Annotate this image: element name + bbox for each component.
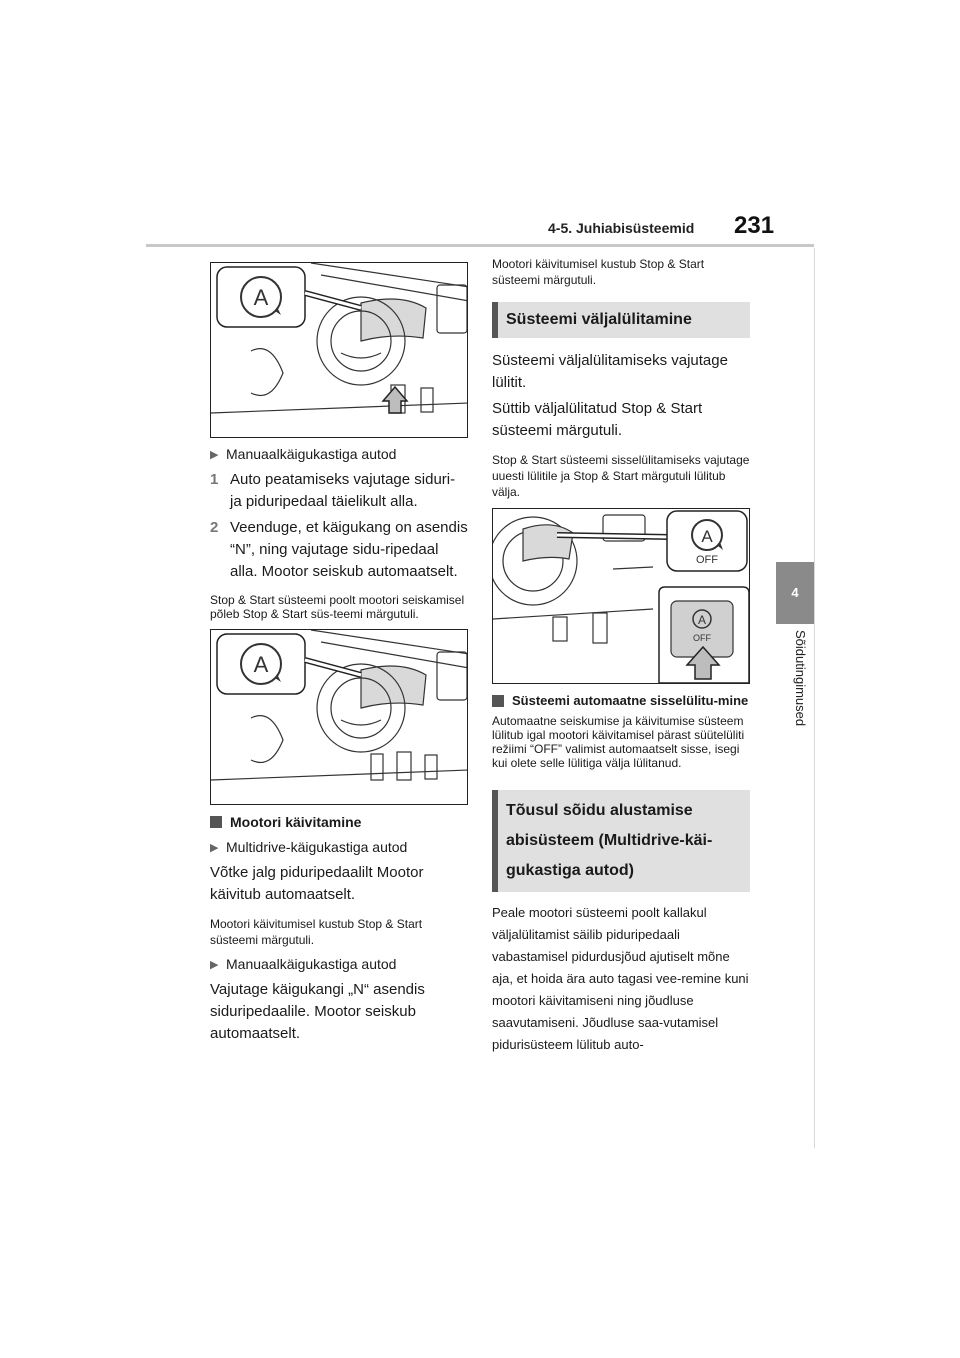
header-divider [146,244,814,247]
section-disable: Süsteemi väljalülitamine [492,302,750,338]
fig3-off-label-1: OFF [696,554,718,566]
multidrive-note: Mootori käivitumisel kustub Stop & Start süsteemi märgutuli. [210,917,423,947]
fig3-off-label-2: OFF [693,633,711,643]
note-stop-start-on: Stop & Start süsteemi poolt mootori seiskamisel põleb Stop & Start süs-teemi märgutuli. [210,593,465,621]
dashboard-illustration-icon [211,630,468,805]
hill-text: Peale mootori süsteemi poolt kallakul väljalülitamist säilib piduripedaali vabastamisel pidurdusjõud ajutiselt mõne aja, et hoida ära auto tagasi vee-remine kuni mootori käivitamiseni ning jõudluse saavutamiseni. Jõudluse saa-vutamisel pidurisüsteem lülitub auto- [492,905,749,1052]
subhead-auto-enable: Süsteemi automaatne sisselülitu-mine [492,692,750,710]
figure-dashboard-manual-1 [210,262,468,438]
top-note: Mootori käivitumisel kustub Stop & Start süsteemi märgutuli. [492,257,705,287]
chapter-label: Sõidutingimused [793,630,808,727]
fig2-letter: A [253,652,269,677]
chapter-tab: 4 [776,562,814,624]
step-1: 1 Auto peatamiseks vajutage siduri- ja piduripedaal täielikult alla. [210,471,456,510]
manual2-text: Vajutage käigukangi „N“ asendis siduripedaalile. Mootor seiskub automaatselt. [210,981,425,1042]
page-header [0,0,960,250]
right-column [492,256,750,1056]
square-bullet-icon [492,695,504,707]
off-switch-illustration-icon [493,509,750,684]
bullet-manual-2: ▶ Manuaalkäigukastiga autod [210,954,468,975]
disable-text-1: Süsteemi väljalülitamiseks vajutage lülitit. [492,352,728,391]
disable-text-2: Süttib väljalülitatud Stop & Start süsteemi märgutuli. [492,400,703,439]
fig1-letter: A [253,285,269,310]
figure-off-switch [492,508,750,684]
disable-note: Stop & Start süsteemi sisselülitamiseks vajutage uuesti lülitile ja Stop & Start märgutuli lülitub välja. [492,453,750,499]
figure-dashboard-manual-2 [210,629,468,805]
triangle-right-icon: ▶ [210,449,219,461]
subhead-engine-start: Mootori käivitamine [210,813,468,831]
step-2: 2 Veenduge, et käigukang on asendis “N”, ning vajutage sidu-ripedaal alla. Mootor seiskub automaatselt. [210,519,468,580]
side-divider [814,248,815,1148]
svg-text:A: A [697,613,707,627]
multidrive-text: Võtke jalg piduripedaalilt Mootor käivitub automaatselt. [210,864,424,903]
triangle-right-icon: ▶ [210,959,219,971]
bullet-manual-1: ▶ Manuaalkäigukastiga autod [210,444,468,465]
section-title: 4-5. Juhiabisüsteemid [548,220,695,236]
square-bullet-icon [210,816,222,828]
triangle-right-icon: ▶ [210,842,219,854]
dashboard-illustration-icon [211,263,468,438]
page-number: 231 [734,212,775,239]
left-column [210,262,468,1045]
section-hill-start: Tõusul sõidu alustamise abisüsteem (Multidrive-käi-gukastiga autod) [492,790,750,892]
fig3-letter: A [701,527,713,546]
bullet-multidrive: ▶ Multidrive-käigukastiga autod [210,837,468,858]
auto-note: Automaatne seiskumise ja käivitumise süsteem lülitub igal mootori käivitamisel pärast süütelüliti režiimi “OFF” valimist automaatselt sisse, isegi kui olete selle lülitiga välja lülitanud. [492,714,745,770]
